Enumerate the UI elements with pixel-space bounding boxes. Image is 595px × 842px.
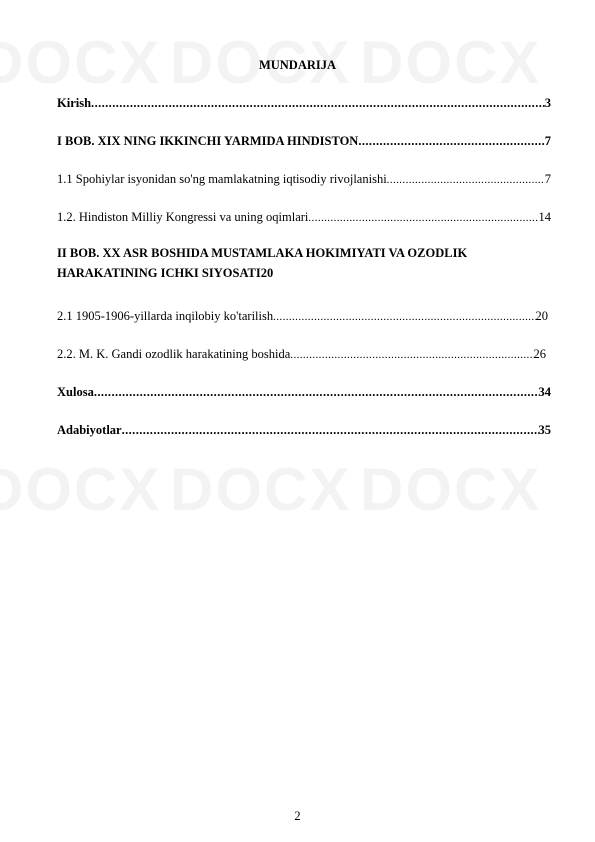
toc-entry-page: 3 — [544, 96, 551, 110]
toc-dot-leader — [273, 310, 535, 325]
toc-entry-adabiyotlar[interactable] — [57, 423, 551, 438]
page-title: MUNDARIJA — [258, 58, 337, 72]
toc-entry-label: 2.2. M. K. Gandi ozodlik harakatining boshida — [57, 347, 291, 361]
toc-entry-label: Kirish — [57, 96, 92, 110]
watermark-text — [360, 455, 541, 524]
toc-entry-section-1-2[interactable] — [57, 210, 551, 226]
toc-entry-page: 35 — [538, 423, 551, 437]
toc-entry-section-1-1[interactable] — [57, 172, 551, 188]
toc-dot-leader — [387, 173, 545, 188]
page-number: 2 — [294, 809, 301, 823]
watermark-text — [0, 455, 161, 524]
toc-entry-page: 7 — [544, 172, 551, 186]
toc-entry-page: 20 — [535, 309, 548, 323]
toc-entry-label: 1.2. Hindiston Milliy Kongressi va uning oqimlari — [57, 210, 309, 224]
toc-entry-label: Adabiyotlar — [57, 423, 122, 437]
toc-entry-kirish[interactable] — [57, 96, 551, 111]
toc-dot-leader — [91, 96, 545, 111]
toc-entry-label: Xulosa — [57, 385, 94, 399]
toc-entry-page: 20 — [260, 265, 274, 280]
toc-entry-chapter-2[interactable] — [57, 244, 551, 283]
toc-entry-page: 14 — [538, 210, 551, 224]
toc-entry-page: 26 — [533, 347, 546, 361]
toc-dot-leader — [290, 348, 533, 363]
toc-dot-leader — [358, 134, 544, 149]
toc-entry-label: I BOB. XIX NING IKKINCHI YARMIDA HINDISTON — [57, 134, 359, 148]
toc-entry-label: 2.1 1905-1906-yillarda inqilobiy ko'tarilish — [57, 309, 274, 323]
toc-entry-page: 34 — [538, 385, 551, 399]
toc-dot-leader — [308, 211, 538, 226]
toc-entry-chapter-1[interactable] — [57, 134, 551, 149]
toc-entry-xulosa[interactable] — [57, 385, 551, 400]
toc-entry-section-2-1[interactable] — [57, 309, 548, 325]
toc-entry-label-line2: HARAKATINING ICHKI SIYOSATI — [57, 265, 261, 280]
toc-entry-label: 1.1 Spohiylar isyonidan so'ng mamlakatning iqtisodiy rivojlanishi — [57, 172, 387, 186]
watermark-text — [170, 455, 351, 524]
toc-entry-page: 7 — [544, 134, 551, 148]
toc-entry-section-2-2[interactable] — [57, 347, 546, 363]
toc-dot-leader — [122, 423, 539, 438]
toc-entry-label-line1: II BOB. XX ASR BOSHIDA MUSTAMLAKA HOKIMIYATI VA OZODLIK — [57, 246, 468, 260]
toc-dot-leader — [94, 385, 539, 400]
